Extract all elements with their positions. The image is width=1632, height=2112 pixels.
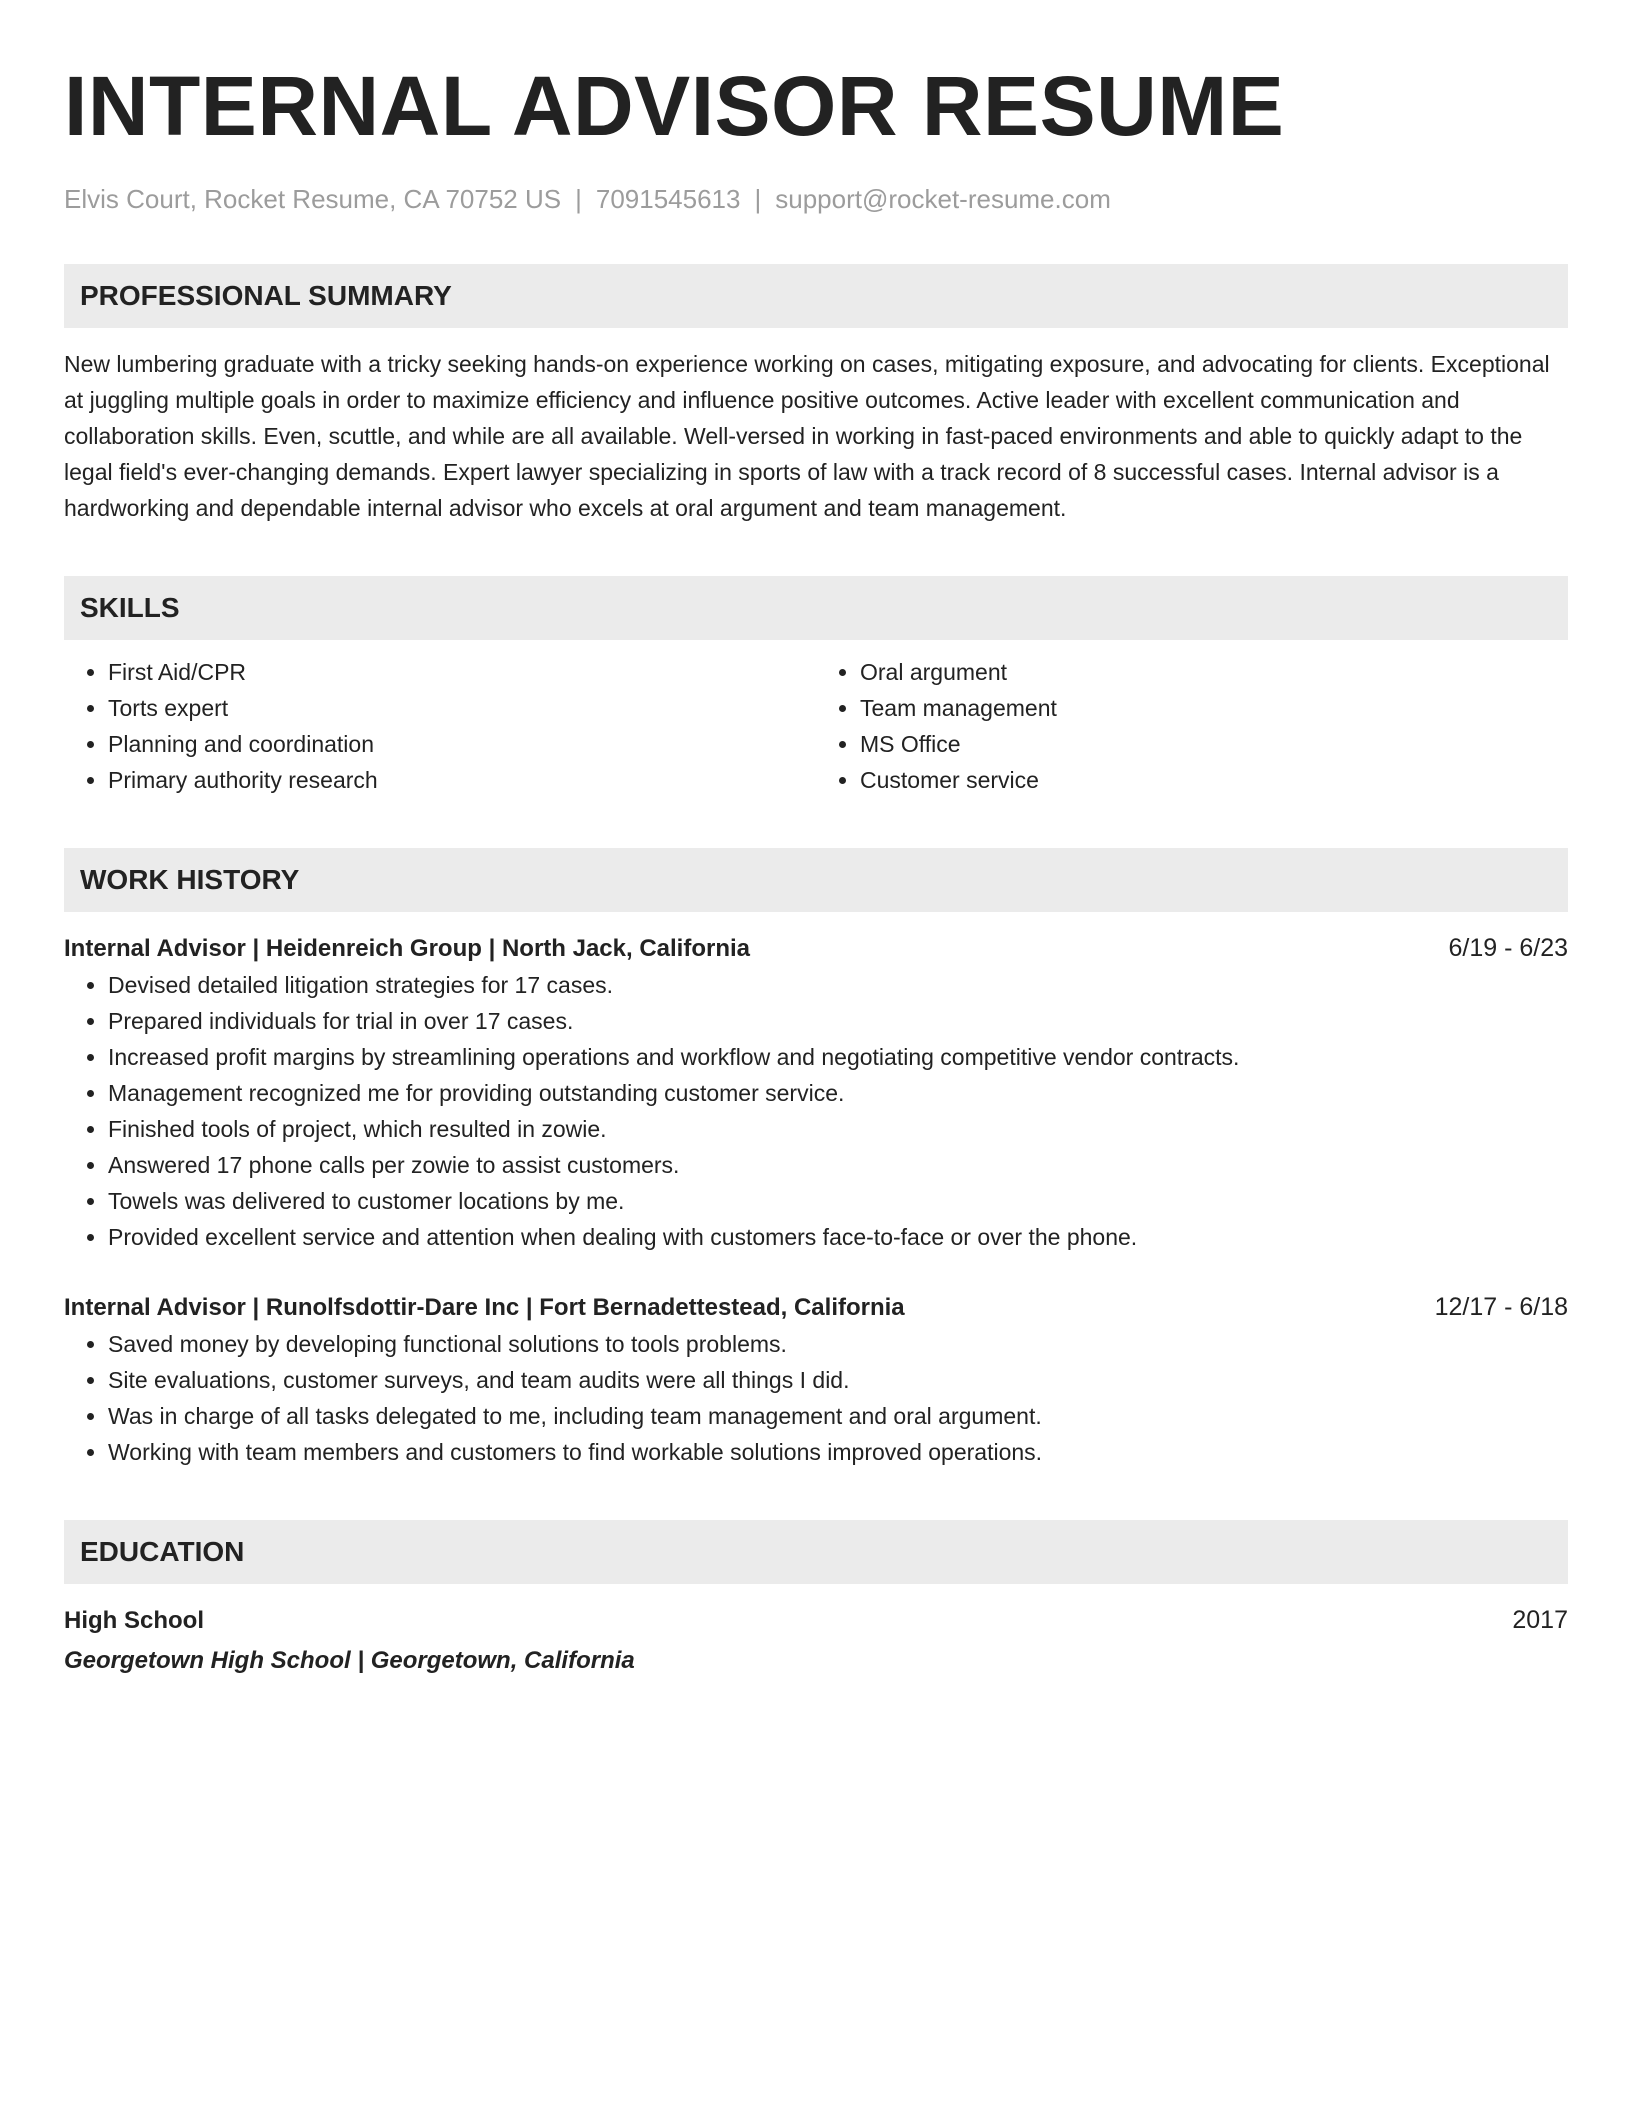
resume-title: INTERNAL ADVISOR RESUME	[64, 59, 1285, 153]
job-bullet: • Increased profit margins by streamlining operations and workflow and negotiating competitive vendor contracts.	[108, 1039, 1568, 1075]
education-school: Georgetown High School | Georgetown, California	[64, 1647, 635, 1674]
job-bullets	[64, 967, 1568, 1255]
skill-item: • First Aid/CPR	[108, 654, 816, 690]
contact-phone: 7091545613	[595, 184, 741, 214]
job-dates: 6/19 - 6/23	[1448, 934, 1568, 962]
job-header	[64, 930, 1568, 967]
job-bullet: • Working with team members and customers to find workable solutions improved operations.	[108, 1434, 1568, 1470]
education-header	[64, 1602, 1568, 1639]
contact-address: Elvis Court, Rocket Resume, CA 70752 US	[64, 184, 562, 214]
summary-heading: PROFESSIONAL SUMMARY	[64, 264, 1568, 328]
job-bullet: • Provided excellent service and attention when dealing with customers face-to-face or over the phone.	[108, 1219, 1568, 1255]
job-bullets	[64, 1326, 1568, 1470]
job-bullet: • Site evaluations, customer surveys, and team audits were all things I did.	[108, 1362, 1568, 1398]
job-header	[64, 1289, 1568, 1326]
job-bullet: • Towels was delivered to customer locations by me.	[108, 1183, 1568, 1219]
skill-item: • MS Office	[860, 726, 1568, 762]
skill-item: • Primary authority research	[108, 762, 816, 798]
education-degree: High School	[64, 1607, 204, 1634]
job-bullet: • Prepared individuals for trial in over 17 cases.	[108, 1003, 1568, 1039]
skill-item: • Customer service	[860, 762, 1568, 798]
skills-heading: SKILLS	[64, 576, 1568, 640]
job-bullet: • Management recognized me for providing outstanding customer service.	[108, 1075, 1568, 1111]
job-bullet: • Saved money by developing functional solutions to tools problems.	[108, 1326, 1568, 1362]
skill-item: • Team management	[860, 690, 1568, 726]
job-bullet: • Answered 17 phone calls per zowie to assist customers.	[108, 1147, 1568, 1183]
education-year: 2017	[1512, 1606, 1568, 1634]
contact-separator: |	[754, 184, 762, 214]
skill-item: • Planning and coordination	[108, 726, 816, 762]
job-title: Internal Advisor | Heidenreich Group | North Jack, California	[64, 935, 751, 962]
job-title: Internal Advisor | Runolfsdottir-Dare Inc | Fort Bernadettestead, California	[64, 1294, 905, 1321]
job-dates: 12/17 - 6/18	[1434, 1293, 1568, 1321]
skills-column-left	[64, 654, 816, 798]
job-bullet: • Devised detailed litigation strategies for 17 cases.	[108, 967, 1568, 1003]
skills-column-right	[816, 654, 1568, 798]
work-history-heading: WORK HISTORY	[64, 848, 1568, 912]
job-bullet: • Finished tools of project, which resulted in zowie.	[108, 1111, 1568, 1147]
job-bullet: • Was in charge of all tasks delegated to me, including team management and oral argument.	[108, 1398, 1568, 1434]
skill-item: • Oral argument	[860, 654, 1568, 690]
contact-line	[64, 182, 1568, 216]
contact-separator: |	[575, 184, 582, 214]
skill-item: • Torts expert	[108, 690, 816, 726]
summary-text: New lumbering graduate with a tricky seeking hands-on experience working on cases, mitigating exposure, and advocating for clients. Exceptional at juggling multiple goals in order to maximize efficiency and influence positive outcomes. Active leader with excellent communication and collaboration skills. Even, scuttle, and while are all available. Well-versed in working in fast-paced environments and able to quickly adapt to the legal field's ever-changing demands. Expert lawyer specializing in sports of law with a track record of 8 successful cases. Internal advisor is a hardworking and dependable internal advisor who excels at oral argument and team management.	[64, 351, 1550, 521]
contact-email: support@rocket-resume.com	[775, 184, 1111, 214]
education-heading: EDUCATION	[64, 1520, 1568, 1584]
skills-list	[64, 654, 1568, 798]
